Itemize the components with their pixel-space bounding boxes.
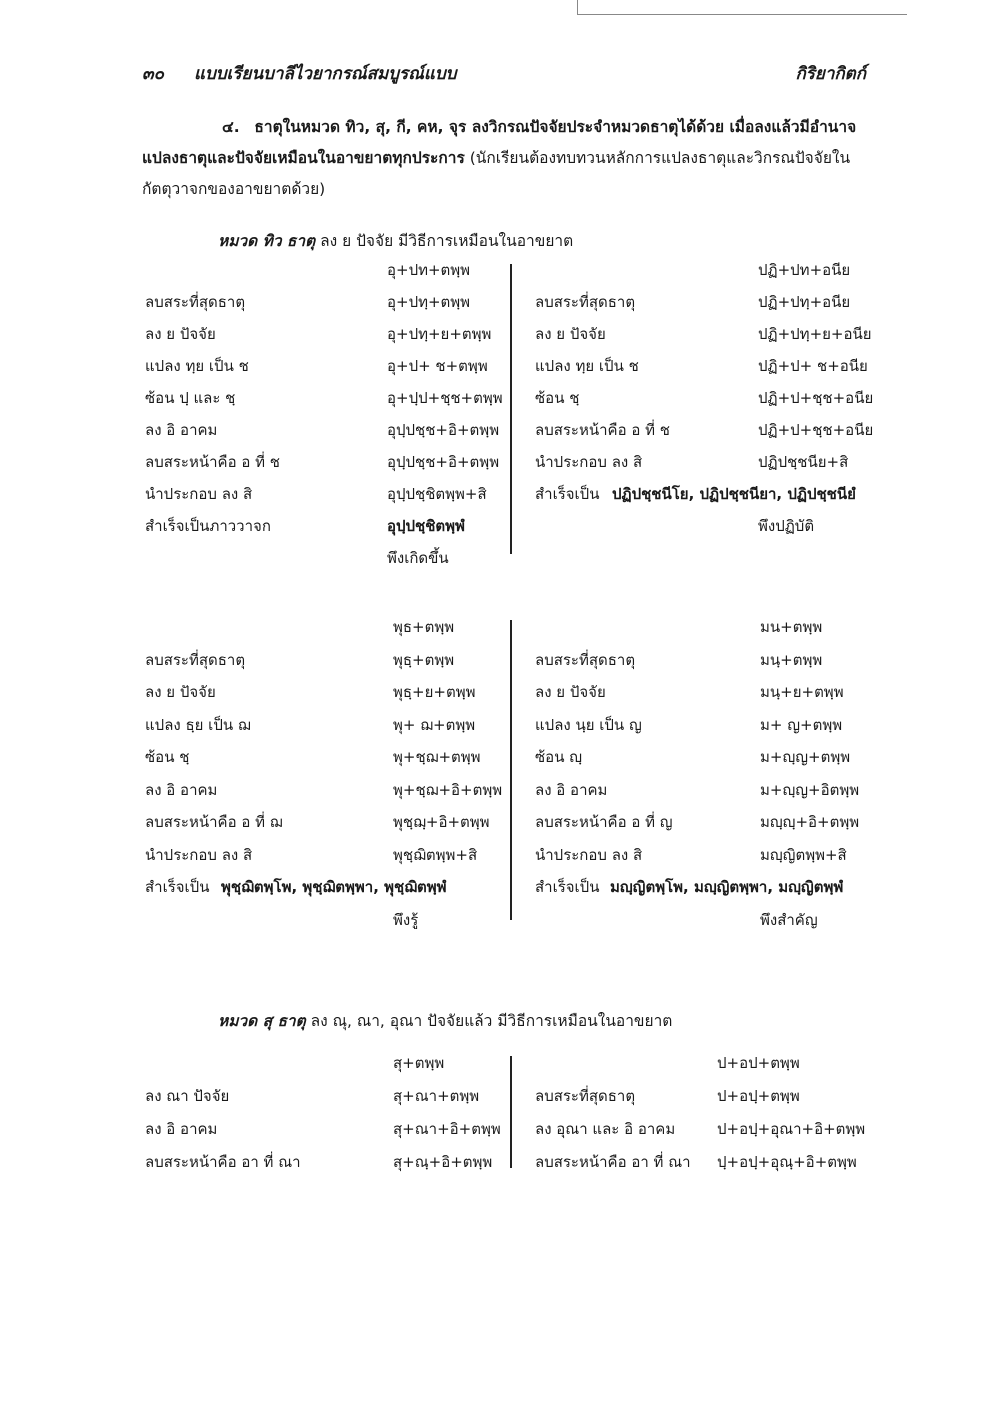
- step-formula: สุ+ณา+ตพฺพ: [393, 1087, 480, 1105]
- step-label: สำเร็จเป็นภาววาจก: [145, 517, 271, 535]
- step-formula: อุ+ปทฺ+ย+ตพฺพ: [387, 325, 492, 343]
- step-formula: มนฺ+ตพฺพ: [760, 650, 823, 669]
- step-formula: อุปฺปชฺชิตพฺพ+สิ: [387, 485, 487, 503]
- step-label: ซ้อน ชฺ: [145, 748, 190, 766]
- section-heading-su: หมวด สุ ธาตุ ลง ณุ, ณา, อุณา ปัจจัยแล้ว มีวิธีการเหมือนในอาขยาต: [218, 1012, 673, 1030]
- step-label: นำประกอบ ลง สิ: [145, 845, 253, 864]
- step-formula: สุ+ณฺ+อิ+ตพฺพ: [393, 1153, 493, 1171]
- step-formula: ม+ญฺญ+อิตพฺพ: [760, 780, 860, 799]
- step-formula: อุปฺปชฺชิตพฺพํ: [387, 517, 465, 535]
- step-label: ลง ย ปัจจัย: [145, 683, 216, 701]
- step-formula: พุชฺฌิตพฺโพ, พุชฺฌิตพฺพา, พุชฺฌิตพฺพํ: [221, 878, 447, 896]
- step-label: ลง อิ อาคม: [145, 780, 218, 799]
- step-formula: พึงปฏิบัติ: [758, 517, 815, 535]
- step-formula: ปฏิ+ปท+อนีย: [758, 261, 851, 279]
- step-label: ซ้อน ญฺ: [535, 748, 582, 766]
- step-label: ลบสระหน้าคือ อา ที่ ณา: [535, 1153, 691, 1171]
- step-label: ลบสระหน้าคือ อ ที่ ช: [535, 421, 670, 439]
- step-formula: มญฺญิตพฺโพ, มญฺญิตพฺพา, มญฺญิตพฺพํ: [610, 878, 844, 896]
- step-formula: อุ+ปท+ตพฺพ: [387, 261, 471, 279]
- step-formula: ป+อปฺ+อุณา+อิ+ตพฺพ: [717, 1120, 866, 1138]
- step-formula: พึงสำคัญ: [760, 910, 818, 929]
- step-formula: ปฏิ+ป+ชฺช+อนีย: [758, 421, 874, 439]
- step-label: ลบสระหน้าคือ อา ที่ ณา: [145, 1153, 301, 1171]
- step-label: ลบสระหน้าคือ อ ที่ ญ: [535, 813, 673, 831]
- step-formula: ปฏิปชฺชนีย+สิ: [758, 453, 849, 471]
- step-formula: อุ+ปทฺ+ตพฺพ: [387, 293, 471, 311]
- step-formula: ป+อป+ตพฺพ: [717, 1054, 800, 1072]
- step-formula: พุธ+ตพฺพ: [393, 618, 455, 636]
- step-label: นำประกอบ ลง สิ: [535, 453, 643, 471]
- step-formula: อุปฺปชฺช+อิ+ตพฺพ: [387, 453, 500, 471]
- step-formula: สุ+ตพฺพ: [393, 1054, 445, 1072]
- step-label: ลง อุณา และ อิ อาคม: [535, 1120, 676, 1138]
- border-line: [577, 14, 907, 15]
- step-label: แปลง นฺย เป็น ญ: [535, 715, 642, 734]
- intro-paragraph: [142, 112, 867, 205]
- step-label: สำเร็จเป็น: [535, 485, 600, 503]
- step-label: ลง ย ปัจจัย: [535, 325, 606, 343]
- step-formula: พุธฺ+ตพฺพ: [393, 650, 455, 669]
- step-formula: ปฏิ+ปทฺ+ย+อนีย: [758, 325, 872, 343]
- step-label: ลบสระหน้าคือ อ ที่ ช: [145, 453, 280, 471]
- page-number: ๓๐: [142, 64, 164, 84]
- column-divider: [510, 1056, 512, 1168]
- page-header: [142, 60, 866, 90]
- step-label: ลบสระที่สุดธาตุ: [145, 293, 246, 311]
- step-formula: สุ+ณา+อิ+ตพฺพ: [393, 1120, 501, 1138]
- step-formula: มน+ตพฺพ: [760, 618, 823, 636]
- step-formula: พุ+ชฺฌ+อิ+ตพฺพ: [393, 780, 503, 799]
- step-formula: มนฺ+ย+ตพฺพ: [760, 683, 844, 701]
- step-label: ซ้อน ปฺ และ ชฺ: [145, 389, 236, 407]
- section-heading-tiwa: หมวด ทิว ธาตุ ลง ย ปัจจัย มีวิธีการเหมือนในอาขยาต: [218, 232, 574, 250]
- step-formula: พุ+ ฌ+ตพฺพ: [393, 715, 476, 734]
- step-label: ลบสระที่สุดธาตุ: [535, 1087, 636, 1105]
- step-label: ลง ณา ปัจจัย: [145, 1087, 230, 1105]
- column-divider: [510, 620, 512, 920]
- step-label: ลง ย ปัจจัย: [145, 325, 216, 343]
- step-formula: ม+ญฺญ+ตพฺพ: [760, 748, 851, 766]
- step-formula: พุชฺฌิตพฺพ+สิ: [393, 845, 478, 864]
- step-formula: ปฏิ+ป+ ช+อนีย: [758, 357, 868, 375]
- step-formula: อุ+ป+ ช+ตพฺพ: [387, 357, 488, 375]
- step-label: ลง อิ อาคม: [145, 1120, 218, 1138]
- step-formula: พุธฺ+ย+ตพฺพ: [393, 683, 476, 701]
- step-label: ลบสระที่สุดธาตุ: [535, 293, 636, 311]
- step-label: แปลง ทฺย เป็น ช: [145, 357, 249, 375]
- step-formula: พึงรู้: [393, 910, 419, 929]
- step-formula: ม+ ญ+ตพฺพ: [760, 715, 843, 734]
- intro-normal: (นักเรียนต้องทบทวนหลักการแปลงธาตุและวิกรณปัจจัยในกัตตุวาจกของอาขยาตด้วย): [142, 149, 851, 198]
- step-formula: ปฏิ+ป+ชฺช+อนีย: [758, 389, 874, 407]
- intro-number: ๔.: [222, 118, 240, 136]
- step-label: สำเร็จเป็น: [535, 878, 600, 896]
- step-label: ลบสระที่สุดธาตุ: [145, 650, 246, 669]
- step-formula: ป+อปฺ+ตพฺพ: [717, 1087, 800, 1105]
- step-formula: พุชฺฌฺ+อิ+ตพฺพ: [393, 813, 490, 831]
- step-formula: อุ+ปฺป+ชฺช+ตพฺพ: [387, 389, 503, 407]
- chapter-title: กิริยากิตก์: [795, 64, 866, 84]
- step-label: ลบสระที่สุดธาตุ: [535, 650, 636, 669]
- step-label: ลง อิ อาคม: [535, 780, 608, 799]
- step-label: ลง อิ อาคม: [145, 421, 218, 439]
- step-formula: พุ+ชฺฌ+ตพฺพ: [393, 748, 481, 766]
- step-formula: มญฺญิตพฺพ+สิ: [760, 845, 847, 864]
- border-line: [577, 0, 578, 14]
- column-divider: [510, 264, 512, 554]
- step-label: ซ้อน ชฺ: [535, 389, 580, 407]
- step-label: นำประกอบ ลง สิ: [145, 485, 253, 503]
- step-label: แปลง ทฺย เป็น ช: [535, 357, 639, 375]
- step-formula: พึงเกิดขึ้น: [387, 549, 449, 567]
- step-formula: ปฏิ+ปทฺ+อนีย: [758, 293, 851, 311]
- step-label: สำเร็จเป็น: [145, 878, 210, 896]
- step-formula: อุปฺปชฺช+อิ+ตพฺพ: [387, 421, 500, 439]
- step-label: นำประกอบ ลง สิ: [535, 845, 643, 864]
- intro-bold: ธาตุในหมวด ทิว, สุ, กี, คห, จุร ลงวิกรณปัจจัยประจำหมวดธาตุได้ด้วย เมื่อลงแล้วมีอำนาจแปลงธาตุและปัจจัยเหมือนในอาขยาตทุกประการ: [142, 118, 857, 167]
- step-label: ลบสระหน้าคือ อ ที่ ฌ: [145, 813, 283, 831]
- step-label: แปลง ธฺย เป็น ฌ: [145, 715, 251, 734]
- step-formula: มญฺญฺ+อิ+ตพฺพ: [760, 813, 860, 831]
- book-title: แบบเรียนบาลีไวยากรณ์สมบูรณ์แบบ: [194, 64, 457, 84]
- step-formula: ปฏิปชฺชนีโย, ปฏิปชฺชนียา, ปฏิปชฺชนียํ: [612, 485, 856, 503]
- step-label: ลง ย ปัจจัย: [535, 683, 606, 701]
- step-formula: ปฺ+อปฺ+อุณฺ+อิ+ตพฺพ: [717, 1153, 857, 1171]
